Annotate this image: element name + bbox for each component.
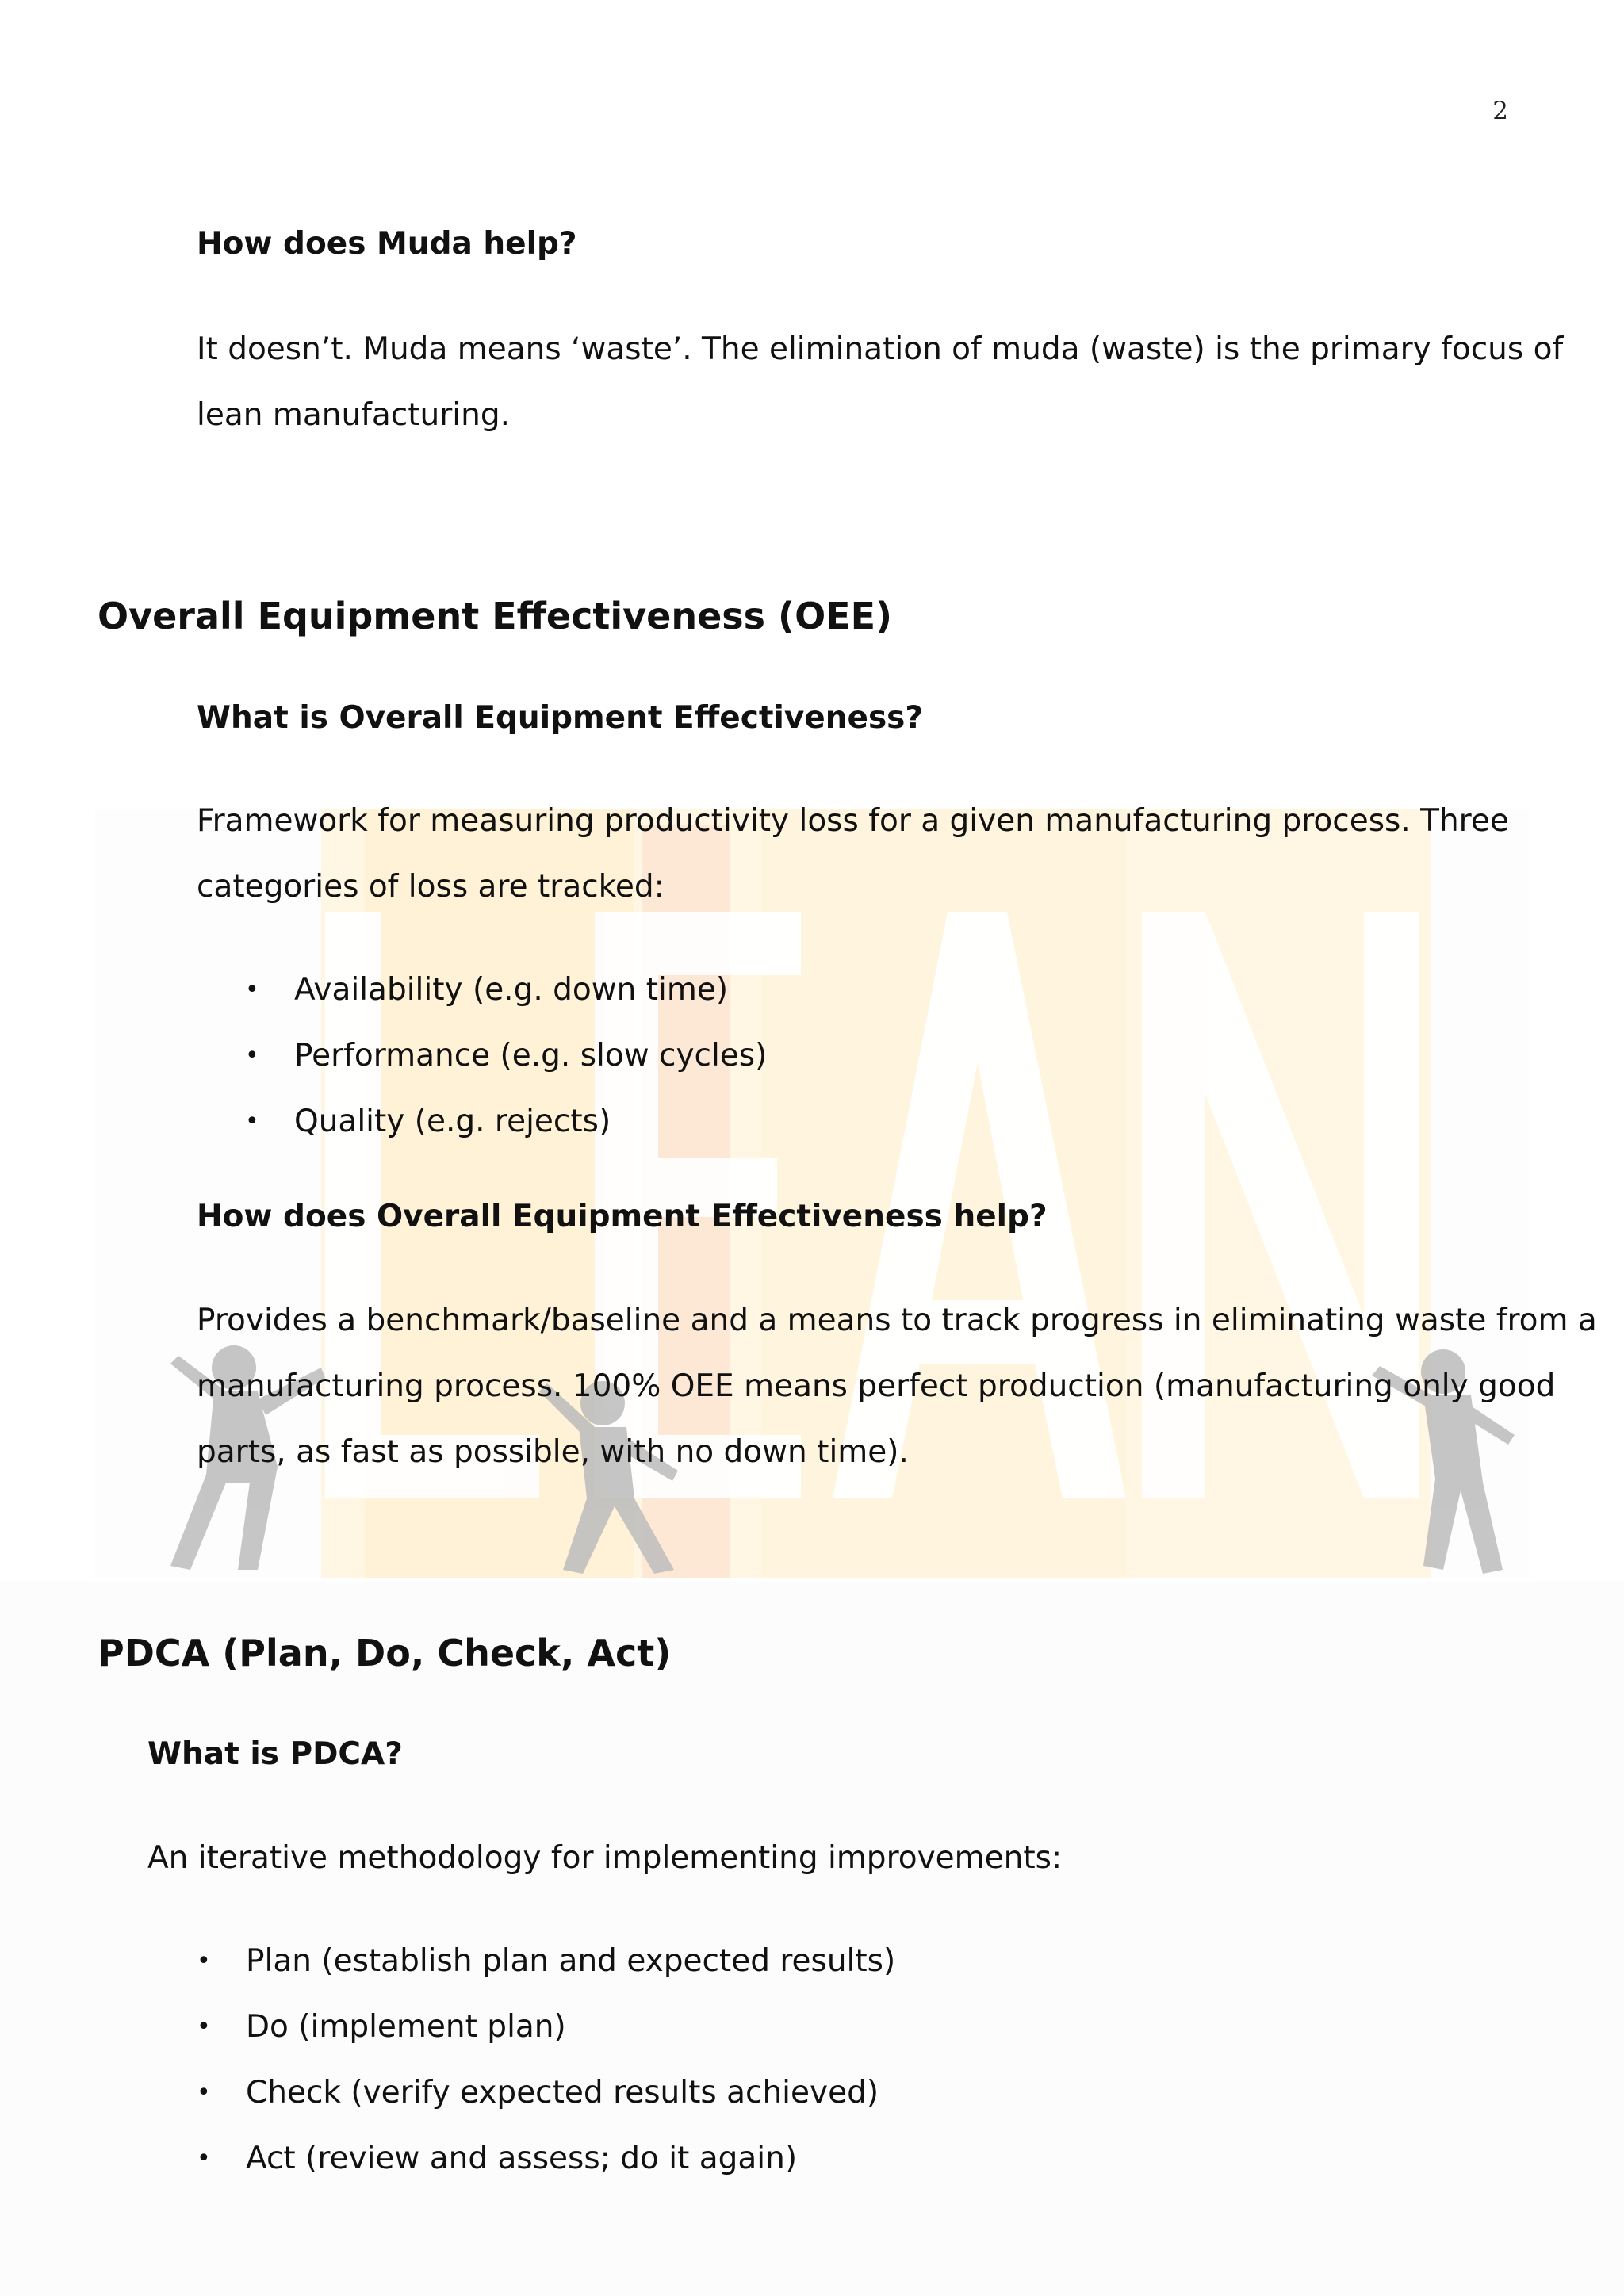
list-item	[197, 2126, 895, 2191]
oee-heading: Overall Equipment Effectiveness (OEE)	[98, 595, 893, 637]
oee-help-line-3: parts, as fast as possible, with no down time).	[197, 1434, 909, 1470]
list-item	[245, 957, 767, 1023]
muda-question: How does Muda help?	[197, 226, 577, 262]
muda-answer-line-2: lean manufacturing.	[197, 397, 510, 433]
list-item-label: Performance (e.g. slow cycles)	[294, 1038, 768, 1073]
bullet-icon: •	[245, 1108, 259, 1135]
oee-help-question: How does Overall Equipment Effectiveness help?	[197, 1199, 1048, 1234]
list-item	[197, 1994, 895, 2060]
bullet-icon: •	[197, 1947, 211, 1975]
list-item	[197, 1928, 896, 1994]
pdca-what-question: What is PDCA?	[147, 1736, 403, 1772]
oee-what-line-1: Framework for measuring productivity loss for a given manufacturing process. Three	[197, 803, 1509, 839]
pdca-steps-list	[197, 1928, 896, 2191]
list-item-label: Plan (establish plan and expected results)	[246, 1943, 896, 1979]
bullet-icon: •	[197, 2013, 211, 2041]
list-item-label: Availability (e.g. down time)	[294, 972, 729, 1008]
oee-help-line-1: Provides a benchmark/baseline and a means to track progress in eliminating waste from a	[197, 1303, 1597, 1338]
list-item	[197, 2060, 895, 2126]
bullet-icon: •	[245, 976, 259, 1004]
pdca-intro: An iterative methodology for implementing improvements:	[147, 1840, 1063, 1876]
oee-help-line-2: manufacturing process. 100% OEE means perfect production (manufacturing only good	[197, 1368, 1556, 1404]
list-item-label: Do (implement plan)	[246, 2009, 566, 2045]
list-item	[245, 1089, 767, 1154]
pdca-heading: PDCA (Plan, Do, Check, Act)	[98, 1632, 672, 1674]
list-item	[245, 1023, 768, 1089]
page-number: 2	[1492, 97, 1508, 125]
oee-loss-list	[245, 957, 768, 1154]
oee-what-question: What is Overall Equipment Effectiveness?	[197, 700, 924, 736]
list-item-label: Check (verify expected results achieved)	[246, 2075, 879, 2110]
bullet-icon: •	[197, 2079, 211, 2107]
oee-what-line-2: categories of loss are tracked:	[197, 869, 665, 905]
list-item-label: Quality (e.g. rejects)	[294, 1104, 611, 1139]
list-item-label: Act (review and assess; do it again)	[246, 2141, 798, 2176]
bullet-icon: •	[197, 2145, 211, 2172]
muda-answer-line-1: It doesn’t. Muda means ‘waste’. The elimination of muda (waste) is the primary focus of	[197, 331, 1564, 367]
bullet-icon: •	[245, 1042, 259, 1070]
